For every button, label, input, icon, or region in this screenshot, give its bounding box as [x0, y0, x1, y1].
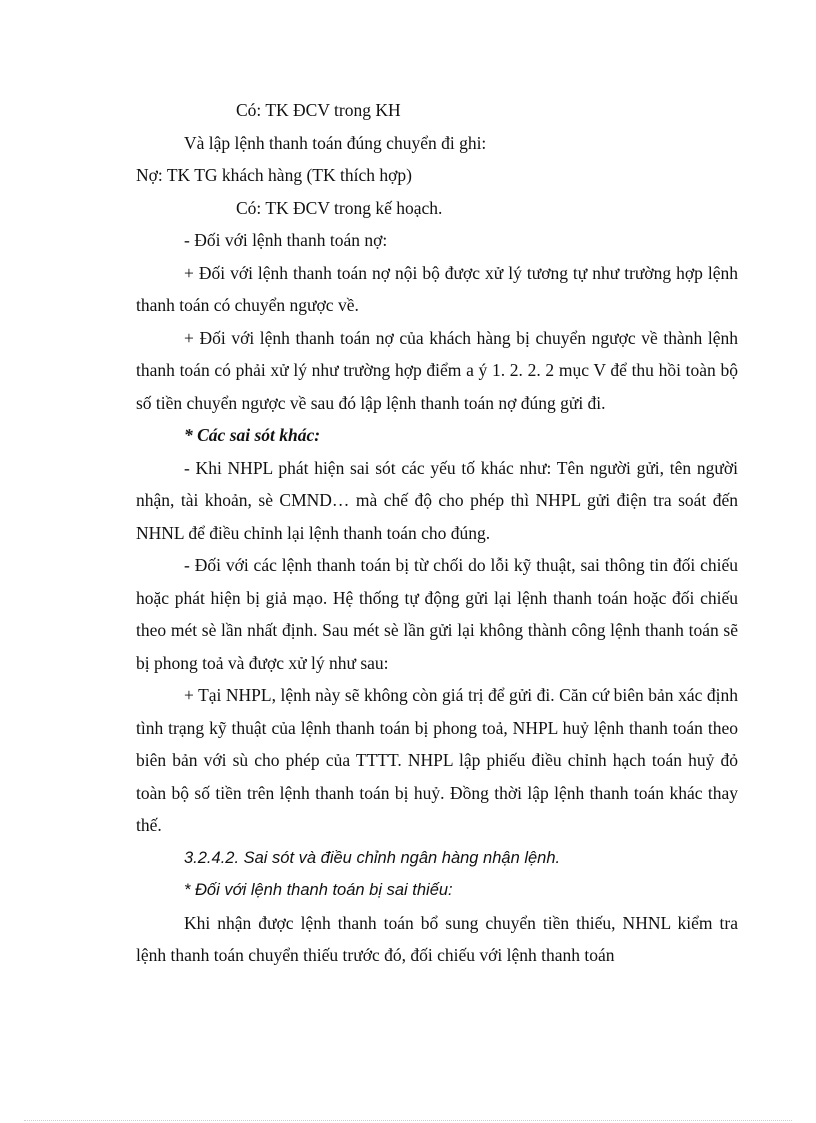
paragraph-supplement-receipt: Khi nhận được lệnh thanh toán bổ sung chuyển tiền thiếu, NHNL kiểm tra lệnh thanh toán chuyển thiếu trước đó, đối chiếu với lệnh thanh toán: [136, 912, 738, 965]
document-body: [136, 94, 738, 972]
credit-line-2: Có: TK ĐCV trong kế hoạch.: [236, 197, 443, 218]
paragraph-transfer-order: Và lập lệnh thanh toán đúng chuyển đi ghi:: [184, 132, 487, 153]
credit-line-1: Có: TK ĐCV trong KH: [236, 100, 401, 120]
paragraph-nhpl-errors: - Khi NHPL phát hiện sai sót các yếu tố khác như: Tên người gửi, tên người nhận, tài khoản, sè CMND… mà chế độ cho phép thì NHPL gửi điện tra soát đến NHNL để điều chỉnh lại lệnh thanh toán cho đúng.: [136, 457, 738, 543]
paragraph-debit-orders: - Đối với lệnh thanh toán nợ:: [184, 230, 388, 250]
paragraph-internal-debit: + Đối với lệnh thanh toán nợ nội bộ được xử lý tương tự như trường hợp lệnh thanh toán có chuyển ngược về.: [136, 262, 738, 315]
paragraph-at-nhpl: + Tại NHPL, lệnh này sẽ không còn giá trị để gửi đi. Căn cứ biên bản xác định tình trạng kỹ thuật của lệnh thanh toán bị phong toả, NHPL huỷ lệnh thanh toán theo biên bản với sù cho phép của TTTT. NHPL lập phiếu điều chỉnh hạch toán huỷ đỏ toàn bộ số tiền trên lệnh thanh toán bị huỷ. Đồng thời lập lệnh thanh toán khác thay thế.: [136, 685, 738, 835]
section-other-errors: * Các sai sót khác:: [184, 425, 321, 445]
section-heading-3-2-4-2: 3.2.4.2. Sai sót và điều chỉnh ngân hàng nhận lệnh.: [184, 848, 561, 867]
subsection-missing-amount: * Đối với lệnh thanh toán bị sai thiếu:: [184, 881, 453, 899]
paragraph-customer-debit: + Đối với lệnh thanh toán nợ của khách hàng bị chuyển ngược về thành lệnh thanh toán có phải xử lý như trường hợp điểm a ý 1. 2. 2. 2 mục V để thu hồi toàn bộ số tiền chuyển ngược về sau đó lập lệnh thanh toán nợ đúng gửi đi.: [136, 327, 738, 413]
page-bottom-divider: [24, 1120, 792, 1121]
debit-line: Nợ: TK TG khách hàng (TK thích hợp): [136, 165, 412, 185]
paragraph-rejected-orders: - Đối với các lệnh thanh toán bị từ chối do lỗi kỹ thuật, sai thông tin đối chiếu hoặc phát hiện bị giả mạo. Hệ thống tự động gửi lại lệnh thanh toán hoặc đối chiếu theo mét sè lần nhất định. Sau mét sè lần gửi lại không thành công lệnh thanh toán sẽ bị phong toả và được xử lý như sau:: [136, 555, 738, 673]
